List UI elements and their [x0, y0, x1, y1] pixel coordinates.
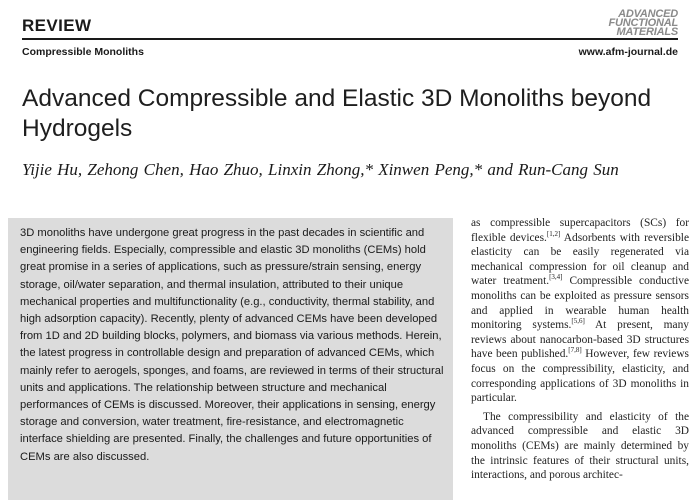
abstract-box: [8, 218, 453, 500]
body-column: [471, 216, 689, 483]
logo-line-2: FUNCTIONAL: [608, 17, 678, 29]
body-text: At present, many reviews about nanocarbon-based 3D structures have been published.: [471, 319, 689, 361]
journal-logo: [578, 10, 678, 37]
section-label: Compressible Monoliths: [22, 46, 144, 58]
abstract-text: 3D monoliths have undergone great progress in the past decades in scientific and engineering fields. Especially, compressible and elastic 3D monoliths (CEMs) hold great promise in a series of applications, such as pressure/strain sensing, energy storage, oil/water separation, and thermal insulation, attributed to their unique mechanical properties and multifunctionality (e.g., conductivity, thermal stability, and high adsorption capacity). Recently, plenty of advanced CEMs have been developed from 1D and 2D building blocks, polymers, and biomass via various methods. Herein, the latest progress in controllable design and preparation of advanced CEMs, which mainly refer to aerogels, sponges, and foams, are reviewed in terms of their structural units and applications. The relationship between structure and mechanical performances of CEMs is discussed. Moreover, their applications in sensing, energy storage and conversion, water treatment, fire-resistance, and electromagnetic interface shielding are presented. Finally, the challenges and future opportunities of CEMs are also discussed.: [20, 227, 444, 463]
citation[interactable]: [5,6]: [571, 317, 585, 326]
header-rule: [22, 38, 678, 40]
body-text: However, few reviews focus on the compressibility, elasticity, and corresponding applications of 3D monoliths in particular.: [471, 348, 689, 405]
article-type-label: REVIEW: [22, 16, 92, 35]
body-paragraph-1: [471, 216, 689, 406]
logo-line-1: ADVANCED: [618, 8, 678, 20]
journal-url[interactable]: www.afm-journal.de: [578, 46, 678, 58]
body-paragraph-2: The compressibility and elasticity of the advanced compressible and elastic 3D monoliths (CEMs) are mainly determined by the intrinsic features of their structural units, interactions, and porous architec-: [471, 410, 689, 482]
citation[interactable]: [1,2]: [546, 229, 561, 238]
citation[interactable]: [7,8]: [568, 346, 582, 355]
body-text: as compressible supercapacitors (SCs) for flexible devices.: [471, 217, 689, 244]
citation[interactable]: [3,4]: [549, 273, 563, 282]
body-text: Compressible conductive monoliths can be exploited as pressure sensors and applied in wearable human health monitoring systems.: [471, 275, 689, 332]
body-text: Adsorbents with reversible elasticity can be easily regenerated via mechanical compression for oil cleanup and water treatment.: [471, 231, 689, 288]
page-header: [22, 8, 682, 64]
logo-line-3: MATERIALS: [616, 26, 678, 38]
author-list: Yijie Hu, Zehong Chen, Hao Zhuo, Linxin Zhong,* Xinwen Peng,* and Run-Cang Sun: [22, 160, 619, 179]
article-title: Advanced Compressible and Elastic 3D Monoliths beyond Hydrogels: [22, 85, 652, 142]
